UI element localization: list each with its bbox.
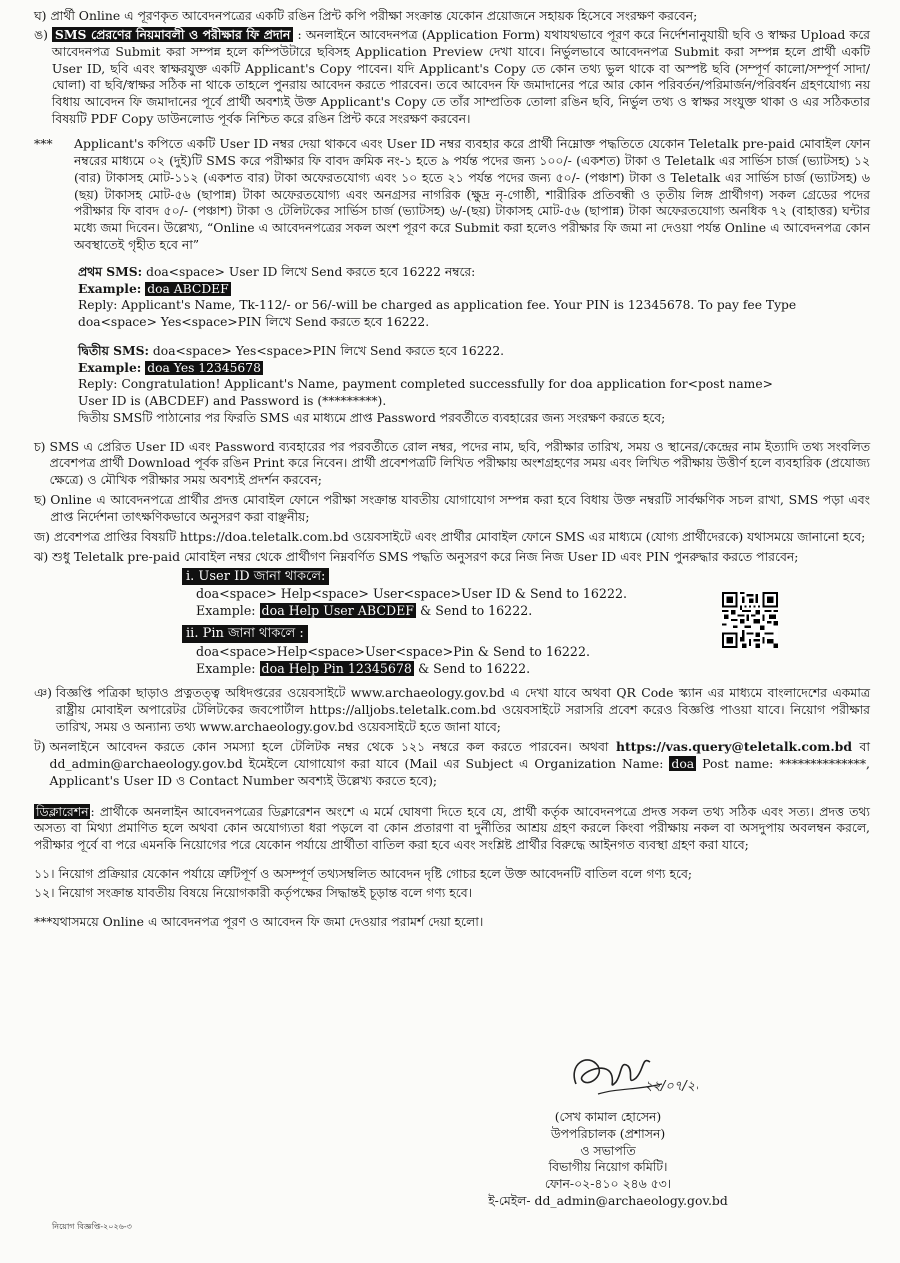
- item-uma: [34, 27, 870, 128]
- item-text: : অনলাইনে আবেদনপত্র (Application Form) যথাযথভাবে পূরণ করে নির্দেশনানুযায়ী ছবি ও স্বাক্ষর Upload করে আবেদনপত্র Submit করা সম্পন্ন হলে কম্পিউটারে ছবিসহ Application Preview দেখা যাবে। নির্ভুলভাবে আবেদনপত্র Submit করা সম্পন্ন হলে প্রার্থী একটি User ID, ছবি এবং স্বাক্ষরযুক্ত একটি Applicant's Copy পাবেন। যদি Applicant's Copy তে কোন তথ্য ভুল থাকে বা অস্পষ্ট ছবি (সম্পূর্ণ কালো/সম্পূর্ণ সাদা/ঘোলা) বা ছবি/স্বাক্ষর সঠিক না থাকে তাহলে পুনরায় আবেদন করতে পারবেন। তবে আবেদন ফি জমাদানের পরে আর কোন পরিবর্তন/পরিমার্জন/পরিবর্ধন গ্রহণযোগ্য নয় বিধায় আবেদন ফি জমাদানের পূর্বে প্রার্থী অবশ্যই উক্ত Applicant's Copy তে তাঁর সাম্প্রতিক তোলা রঙিন ছবি, নির্ভুল তথ্য ও স্বাক্ষর সংযুক্ত থাকা ও এর সঠিকতার বিষয়টি PDF Copy ডাউনলোড পূর্বক নিশ্চিত করে রঙিন প্রিন্ট করে সংরক্ষণ করবেন।: [51, 26, 870, 127]
- committee-name: বিভাগীয় নিয়োগ কমিটি।: [548, 1159, 668, 1175]
- officer-phone: ফোন-০২-৪১০ ২৪৬ ৫৩।: [544, 1176, 672, 1192]
- first-sms-instruction: doa<space> User ID লিখে Send করতে হবে 16222 নম্বরে:: [142, 265, 476, 280]
- item-text: Online এ আবেদনপত্রে প্রার্থীর প্রদত্ত মোবাইল ফোনে পরীক্ষা সংক্রান্ত যাবতীয় যোগাযোগ সম্পন্ন করা হবে বিধায় উক্ত নম্বরটি সার্বক্ষণিক সচল রাখা, SMS পড়া এবং প্রাপ্ত নির্দেশনা তাৎক্ষণিকভাবে অনুসরণ করা বাঞ্ছনীয়;: [50, 492, 870, 524]
- item-text-end: Post name: **************, Applicant's User ID ও Contact Number অবশ্যই উল্লেখ্য করতে হবে);: [49, 755, 870, 788]
- signature-block: [468, 1044, 748, 1210]
- item-marker: ১২।: [34, 884, 55, 900]
- item-gha: [34, 8, 870, 25]
- example-label: Example:: [196, 603, 260, 619]
- example-tail: & Send to 16222.: [413, 661, 531, 677]
- item-text: নিয়োগ প্রক্রিয়ার যেকোন পর্যায়ে ত্রুটিপূর্ণ ও অসম্পূর্ণ তথ্যসম্বলিত আবেদন দৃষ্টি গোচর হলে উক্ত আবেদনটি বাতিল বলে গণ্য হবে;: [58, 866, 693, 882]
- second-sms-reply-cont: User ID is (ABCDEF) and Password is (*********).: [78, 394, 387, 409]
- pin-recovery-example: doa Help Pin 12345678: [261, 661, 412, 677]
- item-text: অনলাইনে আবেদন করতে কোন সমস্যা হলে টেলিটক নম্বর থেকে ১২১ নম্বরে কল করতে পারবেন। অথবা: [49, 738, 616, 754]
- example-label: Example:: [78, 359, 142, 375]
- example-tail: & Send to 16222.: [416, 603, 533, 619]
- item-marker: চ): [34, 438, 46, 454]
- second-sms-label: দ্বিতীয় SMS:: [78, 342, 150, 358]
- signature-date: ২২/০৭/২৪: [644, 1079, 698, 1094]
- stars-marker: ***: [34, 136, 53, 152]
- signature-icon: [558, 1044, 698, 1104]
- first-sms-label: প্রথম SMS:: [78, 264, 143, 280]
- item-jha: [34, 549, 870, 566]
- first-sms-reply-cont: doa<space> Yes<space>PIN লিখে Send করতে হবে 16222.: [78, 315, 430, 330]
- item-text: শুধু Teletalk pre-paid মোবাইল নম্বর থেকে প্রার্থীগণ নিম্নবর্ণিত SMS পদ্ধতি অনুসরণ করে নিজ নিজ User ID এবং PIN পুনরুদ্ধার করতে পারবেন;: [52, 548, 799, 564]
- item-marker: ঞ): [34, 685, 52, 701]
- first-sms-reply: Reply: Applicant's Name, Tk-112/- or 56/-will be charged as application fee. Your PIN is 12345678. To pay fee Type: [78, 298, 797, 313]
- item-marker: ট): [34, 738, 46, 754]
- officer-email[interactable]: ই-মেইল- dd_admin@archaeology.gov.bd: [488, 1193, 728, 1209]
- sms-rules-heading: SMS প্রেরণের নিয়মাবলী ও পরীক্ষার ফি প্রদান: [52, 27, 293, 42]
- second-sms-example: doa Yes 12345678: [147, 360, 261, 375]
- example-label: Example:: [196, 661, 260, 677]
- org-name-highlight: doa: [671, 755, 695, 771]
- second-sms-instruction: doa<space> Yes<space>PIN লিখে Send করতে হবে 16222.: [149, 343, 505, 358]
- declaration-heading: ডিক্লারেশন: [36, 803, 89, 819]
- pin-recovery-command: doa<space>Help<space>User<space>Pin & Send to 16222.: [196, 644, 590, 660]
- userid-recovery-example: doa Help User ABCDEF: [261, 603, 415, 619]
- qr-code-icon[interactable]: [722, 592, 778, 648]
- item-marker: ১১।: [34, 866, 55, 882]
- userid-recovery-command: doa<space> Help<space> User<space>User ID & Send to 16222.: [196, 586, 627, 602]
- password-note: দ্বিতীয় SMSটি পাঠানোর পর ফিরতি SMS এর মাধ্যমে প্রাপ্ত Password পরবর্তীতে ব্যবহারের জন্য সংরক্ষণ করতে হবে;: [78, 410, 666, 425]
- item-11: [34, 866, 870, 883]
- item-12: [34, 885, 870, 902]
- item-chha: [34, 492, 870, 526]
- teletalk-query-email[interactable]: https://vas.query@teletalk.com.bd: [615, 738, 852, 754]
- item-marker: ঙ): [34, 26, 48, 42]
- officer-designation: উপপরিচালক (প্রশাসন): [550, 1125, 666, 1141]
- declaration: [34, 804, 870, 855]
- item-text-cont: বা dd_admin@archaeology.gov.bd ইমেইলে যোগাযোগ করা যাবে (Mail এর Subject এ Organization Name:: [49, 738, 870, 771]
- item-text: প্রার্থী Online এ পূরণকৃত আবেদনপত্রের একটি রঙিন প্রিন্ট কপি পরীক্ষা সংক্রান্ত যেকোন প্রয়োজনে সহায়ক হিসেবে সংরক্ষণ করবেন;: [50, 8, 698, 23]
- item-cha: [34, 439, 870, 490]
- item-marker: ছ): [34, 492, 47, 508]
- item-text: SMS এ প্রেরিত User ID এবং Password ব্যবহারের পর পরবর্তীতে রোল নম্বর, পদের নাম, ছবি, পরীক্ষার তারিখ, সময় ও স্থানের/কেন্দ্রের নাম ইত্যাদি তথ্য সংবলিত প্রবেশপত্র প্রার্থী Download পূর্বক রঙিন Print করে নিবেন। প্রার্থী প্রবেশপত্রটি লিখিত পরীক্ষায় অংশগ্রহণের সময় এবং লিখিত পরীক্ষায় উত্তীর্ণ হলে ব্যবহারিক (প্রযোজ্য ক্ষেত্রে) ও মৌখিক পরীক্ষার সময় অবশ্যই প্রদর্শন করবেন;: [49, 438, 870, 488]
- item-marker: ঝ): [34, 548, 49, 564]
- item-marker: ঘ): [34, 8, 47, 23]
- footnote-ref: নিয়োগ বিজ্ঞপ্তি-২০২৬-৩: [52, 1222, 132, 1231]
- second-sms-reply: Reply: Congratulation! Applicant's Name, payment completed successfully for doa application for<post name>: [78, 377, 773, 392]
- item-nya: [34, 685, 870, 736]
- second-sms-block: [78, 343, 870, 427]
- fee-payment-text: Applicant's কপিতে একটি User ID নম্বর দেয়া থাকবে এবং User ID নম্বর ব্যবহার করে প্রার্থী নিম্নোক্ত পদ্ধতিতে যেকোন Teletalk pre-paid মোবাইল ফোন নম্বরের মাধ্যমে ০২ (দুই)টি SMS করে পরীক্ষার ফি বাবদ ক্রমিক নং-১ হতে ৯ পর্যন্ত পদের জন্য ১০০/- (একশত) টাকা ও Teletalk এর সার্ভিস চার্জ (ভ্যাটসহ) ১২ (বার) টাকাসহ মোট-১১২ (একশত বার) টাকা অফেরতযোগ্য এবং ১০ হতে ২১ পর্যন্ত পদের জন্য ৫০/- (পঞ্চাশ) টাকা ও Teletalk এর সার্ভিস চার্জ (ভ্যাটসহ) ৬ (ছয়) টাকাসহ মোট-৫৬ (ছাপান্ন) টাকা অফেরতযোগ্য এবং অনগ্রসর নাগরিক (ক্ষুদ্র নৃ-গোষ্ঠী, শারীরিক প্রতিবন্ধী ও তৃতীয় লিঙ্গ প্রার্থীগণ) সকল গ্রেডের পদের পরীক্ষার ফি বাবদ ৫০/- (পঞ্চাশ) টাকা ও টেলিটকের সার্ভিস চার্জ (ভ্যাটসহ) ৬/-(ছয়) টাকাসহ মোট-৫৬ (ছাপান্ন) টাকা অফেরতযোগ্য অনধিক ৭২ (বাহাত্তর) ঘন্টার মধ্যে জমা দিবেন। উল্লেখ্য, “Online এ আবেদনপত্রের সকল অংশ পূরণ করে Submit করা হলেও পরীক্ষার ফি জমা না দেওয়া পর্যন্ত Online এ আবেদনপত্র কোন অবস্থাতেই গৃহীত হবে না”: [74, 136, 870, 253]
- officer-name: (সেখ কামাল হোসেন): [554, 1108, 662, 1124]
- officer-role: ও সভাপতি: [580, 1142, 636, 1158]
- item-text: নিয়োগ সংক্রান্ত যাবতীয় বিষয়ে নিয়োগকারী কর্তৃপক্ষের সিদ্ধান্তই চূড়ান্ত বলে গণ্য হবে।: [58, 884, 473, 900]
- userid-recovery-heading: i. User ID জানা থাকলে:: [182, 568, 329, 586]
- declaration-text: : প্রার্থীকে অনলাইন আবেদনপত্রের ডিক্লারেশন অংশে এ মর্মে ঘোষণা দিতে হবে যে, প্রার্থী কর্তৃক আবেদনপত্রে প্রদত্ত সকল তথ্য সঠিক এবং সত্য। প্রদত্ত তথ্য অসত্য বা মিথ্যা প্রমাণিত হলে অথবা কোন অযোগ্যতা ধরা পড়লে বা কোন প্রতারণা বা দুর্নীতির আশ্রয় গ্রহণ করলে কিংবা পরীক্ষায় নকল বা অসদুপায় অবলম্বন করলে, পরীক্ষার পূর্বে বা পরে এমনকি নিয়োগের পরে যেকোন পর্যায়ে প্রার্থীতা বাতিল করা হবে এবং সংশ্লিষ্ট প্রার্থীর বিরুদ্ধে আইনগত ব্যবস্থা গ্রহণ করা যাবে;: [34, 803, 870, 853]
- notice-page: [34, 8, 870, 931]
- item-ja: [34, 529, 870, 546]
- recovery-section: [34, 568, 870, 678]
- example-label: Example:: [78, 280, 142, 296]
- pin-recovery-heading: ii. Pin জানা থাকলে :: [182, 625, 308, 643]
- first-sms-example: doa ABCDEF: [147, 281, 229, 296]
- item-text: বিজ্ঞপ্তি পত্রিকা ছাড়াও প্রত্নতত্ত্ব অধিদপ্তরের ওয়েবসাইটে www.archaeology.gov.bd এ দেখা যাবে অথবা QR Code স্ক্যান এর মাধ্যমে বাংলাদেশের একমাত্র রাষ্ট্রীয় মোবাইল অপারেটর টেলিটকের জবপোর্টাল https://alljobs.teletalk.com.bd ওয়েবসাইটে সরাসরি প্রবেশ করেও বিজ্ঞপ্তি পাওয়া যাবে। নিয়োগ পরীক্ষার তারিখ, সময় ও অন্যান্য তথ্য www.archaeology.gov.bd ওয়েবসাইটে হতে জানা যাবে;: [55, 685, 870, 735]
- fee-payment-paragraph: [34, 136, 870, 254]
- first-sms-block: [78, 264, 870, 331]
- advice-line: ***যথাসময়ে Online এ আবেদনপত্র পূরণ ও আবেদন ফি জমা দেওয়ার পরামর্শ দেয়া হলো।: [34, 913, 484, 929]
- item-text: প্রবেশপত্র প্রাপ্তির বিষয়টি https://doa.teletalk.com.bd ওয়েবসাইটে এবং প্রার্থীর মোবাইল ফোনে SMS এর মাধ্যমে (যোগ্য প্রার্থীদেরকে) যথাসময়ে জানানো হবে;: [53, 528, 866, 544]
- item-ta: [34, 739, 870, 790]
- item-marker: জ): [34, 528, 50, 544]
